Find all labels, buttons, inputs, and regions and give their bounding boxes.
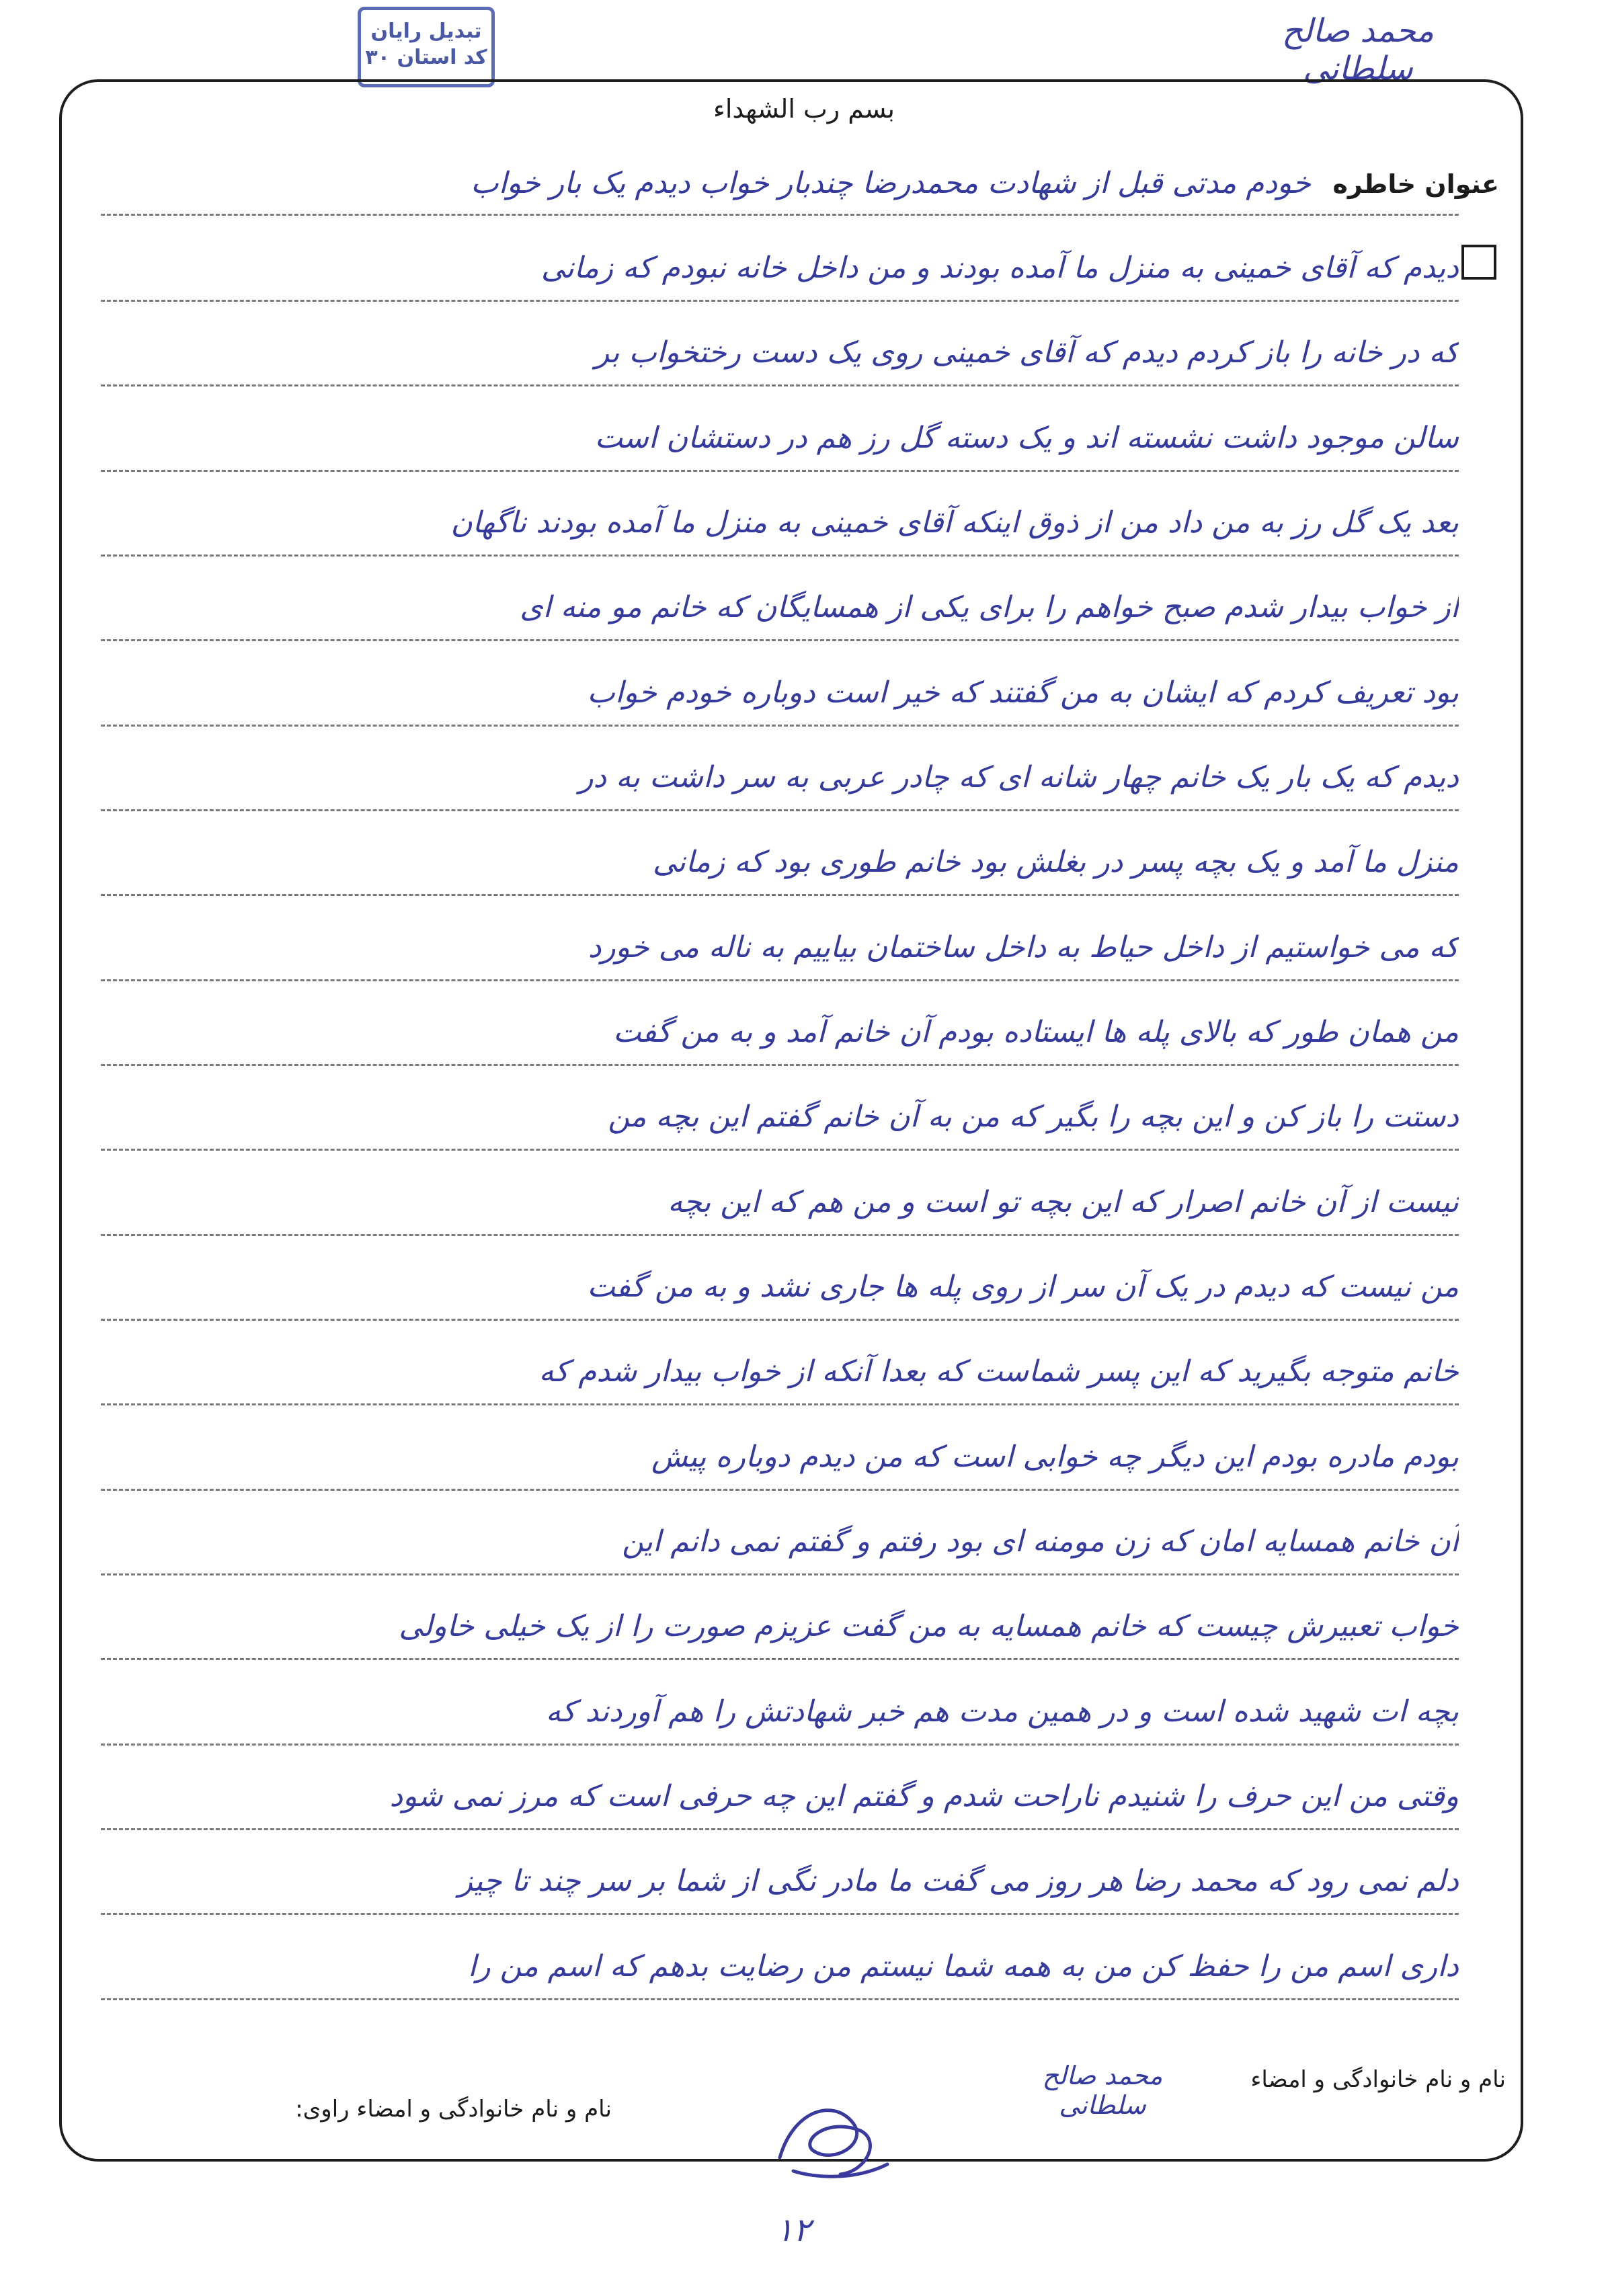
handwritten-line: داری اسم من را حفظ کن من به همه شما نیستم من رضایت بدهم که اسم من را [468,1949,1459,1983]
handwritten-line: من نیست که دیدم در یک آن سر از روی پله ها جاری نشد و به من گفت [587,1270,1459,1304]
handwritten-line: وقتی من این حرف را شنیدم ناراحت شدم و گفتم این چه حرفی است که مرز نمی شود [389,1779,1459,1813]
checkbox[interactable] [1461,245,1496,280]
handwritten-line: دیدم که یک بار یک خانم چهار شانه ای که چادر عربی به سر داشت به در [579,760,1459,794]
stamp-line-2: کد استان ۳۰ [365,46,487,69]
handwritten-line: نیست از آن خانم اصرار که این بچه تو است و من هم که این بچه [668,1185,1459,1219]
writer-name-handwriting: محمد صالح سلطانی [1042,2061,1163,2120]
handwritten-line: منزل ما آمد و یک بچه پسر در بغلش بود خانم طوری بود که زمانی [652,845,1459,879]
handwritten-line: که در خانه را باز کردم دیدم که آقای خمینی روی یک دست رختخواب بر [594,335,1459,370]
narrator-signature-label: نام و نام خانوادگی و امضاء راوی: [295,2096,612,2123]
handwritten-line: بچه ات شهید شده است و در همین مدت هم خبر شهادتش را هم آوردند که [546,1694,1459,1729]
handwritten-line: دیدم که آقای خمینی به منزل ما آمده بودند و من داخل خانه نبودم که زمانی [540,251,1459,285]
handwritten-line: من همان طور که بالای پله ها ایستاده بودم آن خانم آمد و به من گفت [613,1015,1459,1049]
handwritten-line: دلم نمی رود که محمد رضا هر روز می گفت ما مادر نگی از شما بر سر چند تا چیز [458,1864,1459,1898]
handwritten-line: دستت را باز کن و این بچه را بگیر که من به آن خانم گفتم این بچه من [608,1100,1459,1134]
handwritten-line: که می خواستیم از داخل حیاط به داخل ساختمان بیاییم به ناله می خورد [588,930,1459,965]
handwritten-line: از خواب بیدار شدم صبح خواهم را برای یکی از همسایگان که خانم مو منه ای [520,590,1459,624]
writer-signature-label: نام و نام خانوادگی و امضاء [1250,2066,1506,2093]
handwritten-line: آن خانم همسایه امان که زن مومنه ای بود رفتم و گفتم نمی دانم این [622,1524,1459,1559]
handwritten-line: بودم مادره بودم این دیگر چه خوابی است که من دیدم دوباره پیش [651,1440,1459,1474]
page-title: بسم رب الشهداء [713,94,895,124]
archive-stamp [358,7,495,87]
corner-handwritten-name: محمد صالح سلطانی [1282,12,1434,87]
page-number: ۱۲ [776,2211,811,2249]
handwritten-line: خواب تعبیرش چیست که خانم همسایه به من گفت عزیزم صورت را از یک خیلی خاولی [399,1609,1459,1643]
signature-icon [753,2084,901,2184]
handwritten-line: سالن موجود داشت نشسته اند و یک دسته گل رز هم در دستشان است [594,421,1459,455]
memo-title-label: عنوان خاطره [1332,169,1499,199]
handwritten-line: بود تعریف کردم که ایشان به من گفتند که خیر است دوباره خودم خواب [587,675,1459,710]
stamp-line-1: تبدیل رایان [370,19,482,43]
handwritten-line: خانم متوجه بگیرید که این پسر شماست که بعدا آنکه از خواب بیدار شدم که [538,1354,1459,1389]
handwritten-line: بعد یک گل رز به من داد من از ذوق اینکه آقای خمینی به منزل ما آمده بودند ناگهان [450,505,1459,540]
handwritten-line: خودم مدتی قبل از شهادت محمدرضا چندبار خواب دیدم یک بار خواب [471,166,1311,200]
